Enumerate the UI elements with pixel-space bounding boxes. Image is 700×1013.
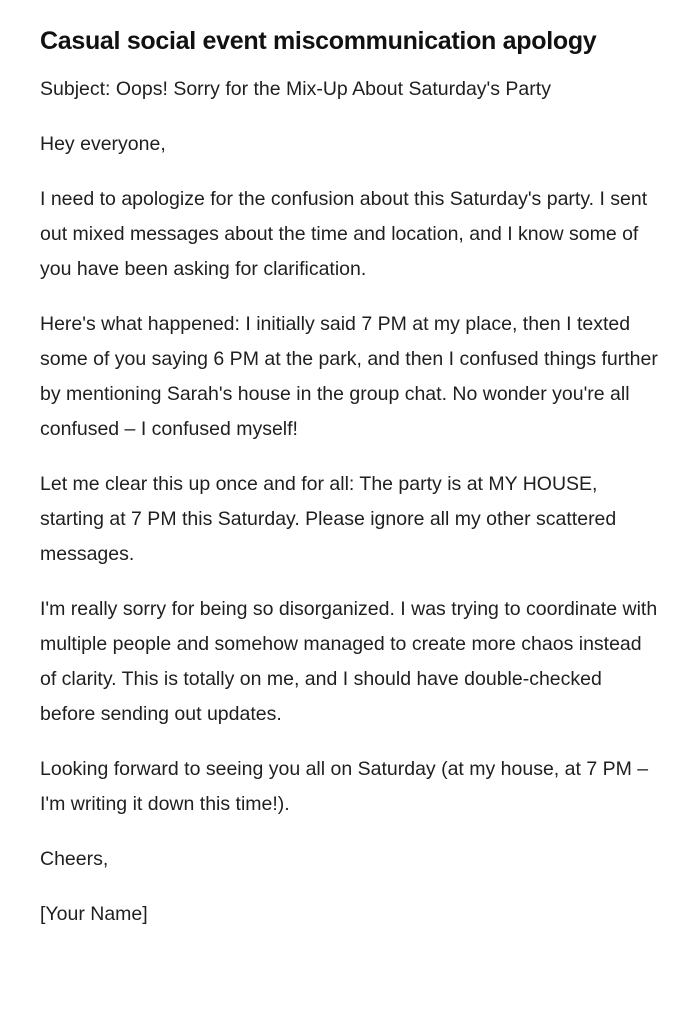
closing: Cheers, [40, 848, 109, 870]
body-paragraph-clarification: Let me clear this up once and for all: The party is at MY HOUSE, starting at 7 PM this Saturday. Please ignore all my other scattered messages. [40, 473, 617, 565]
signature: [Your Name] [40, 903, 148, 925]
body-paragraph-looking-forward: Looking forward to seeing you all on Saturday (at my house, at 7 PM – I'm writing it down this time!). [40, 758, 649, 815]
document-title: Casual social event miscommunication apology [40, 27, 597, 55]
body-paragraph-apology: I need to apologize for the confusion about this Saturday's party. I sent out mixed messages about the time and location, and I know some of you have been asking for clarification. [40, 188, 648, 280]
email-subject-line: Subject: Oops! Sorry for the Mix-Up About Saturday's Party [40, 78, 551, 100]
body-paragraph-explanation: Here's what happened: I initially said 7 PM at my place, then I texted some of you saying 6 PM at the park, and then I confused things further by mentioning Sarah's house in the group chat. No wonder you're all confused – I confused myself! [40, 313, 658, 440]
body-paragraph-regret: I'm really sorry for being so disorganized. I was trying to coordinate with multiple people and somehow managed to create more chaos instead of clarity. This is totally on me, and I should have double-checked before sending out updates. [40, 598, 658, 725]
greeting: Hey everyone, [40, 133, 166, 155]
